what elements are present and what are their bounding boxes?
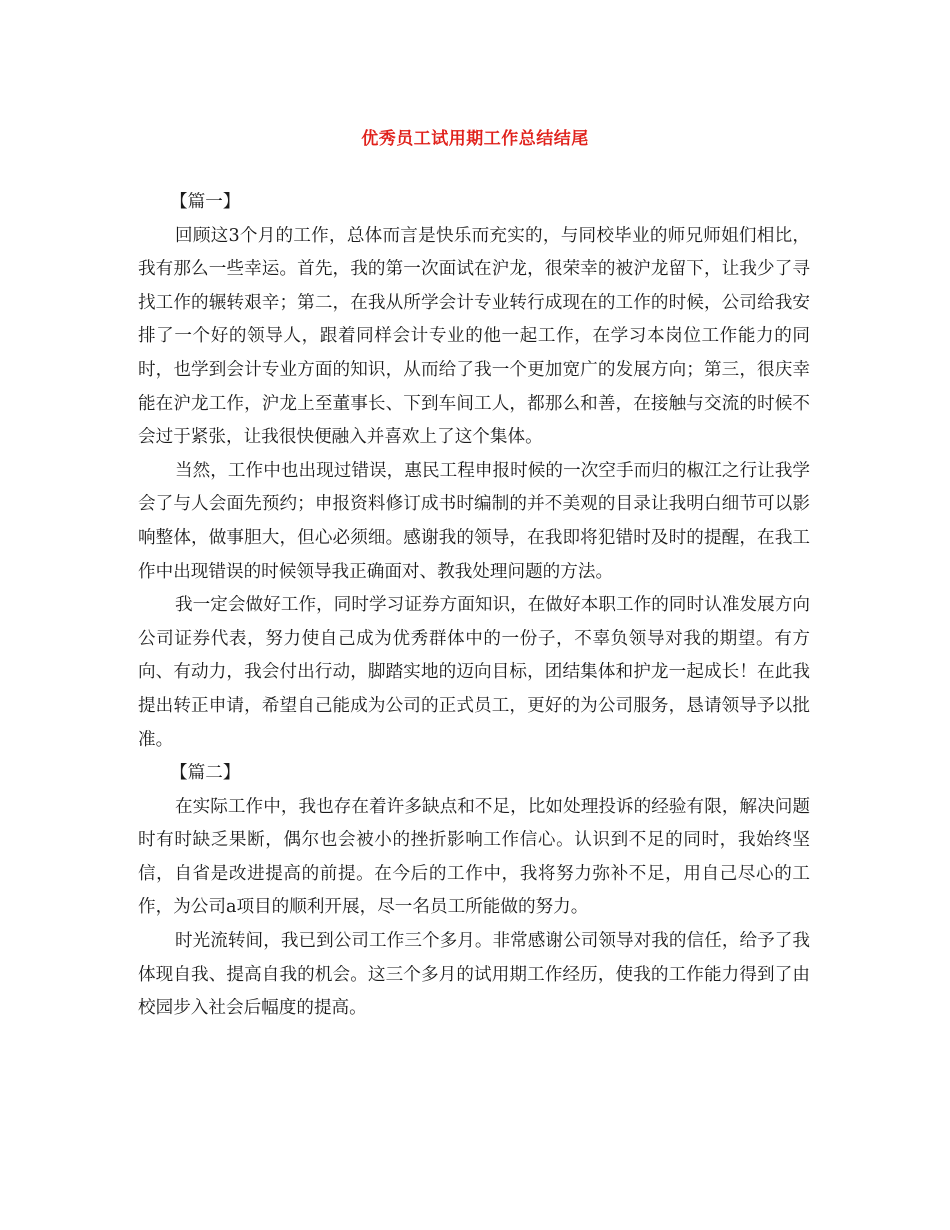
paragraph: 在实际工作中，我也存在着许多缺点和不足，比如处理投诉的经验有限，解决问题时有时缺乏果断，偶尔也会被小的挫折影响工作信心。认识到不足的同时，我始终坚信，自省是改进提高的前提。在今后的工作中，我将努力弥补不足，用自己尽心的工作，为公司a项目的顺利开展，尽一名员工所能做的努力。 [138,796,810,918]
paragraph: 当然，工作中也出现过错误，惠民工程申报时候的一次空手而归的椒江之行让我学会了与人会面先预约；申报资料修订成书时编制的并不美观的目录让我明白细节可以影响整体，做事胆大，但心必须细。感谢我的领导，在我即将犯错时及时的提醒，在我工作中出现错误的时候领导我正确面对、教我处理问题的方法。 [138,460,810,582]
section-heading-2: 【篇二】 [170,763,241,784]
paragraph: 回顾这3个月的工作，总体而言是快乐而充实的，与同校毕业的师兄师姐们相比，我有那么一些幸运。首先，我的第一次面试在沪龙，很荣幸的被沪龙留下，让我少了寻找工作的辗转艰辛；第二，在我从所学会计专业转行成现在的工作的时候，公司给我安排了一个好的领导人，跟着同样会计专业的他一起工作，在学习本岗位工作能力的同时，也学到会计专业方面的知识，从而给了我一个更加宽广的发展方向；第三，很庆幸能在沪龙工作，沪龙上至董事长、下到车间工人，都那么和善，在接触与交流的时候不会过于紧张，让我很快便融入并喜欢上了这个集体。 [138,225,810,448]
document-title: 优秀员工试用期工作总结结尾 [361,129,589,149]
paragraph: 时光流转间，我已到公司工作三个多月。非常感谢公司领导对我的信任，给予了我体现自我、提高自我的机会。这三个多月的试用期工作经历，使我的工作能力得到了由校园步入社会后幅度的提高。 [138,931,810,1019]
paragraph: 我一定会做好工作，同时学习证券方面知识，在做好本职工作的同时认准发展方向公司证券代表，努力使自己成为优秀群体中的一份子，不辜负领导对我的期望。有方向、有动力，我会付出行动，脚踏实地的迈向目标，团结集体和护龙一起成长！在此我提出转正申请，希望自己能成为公司的正式员工，更好的为公司服务，恳请领导予以批准。 [138,595,810,750]
document-body [138,186,810,1026]
section-heading-1: 【篇一】 [170,192,241,212]
